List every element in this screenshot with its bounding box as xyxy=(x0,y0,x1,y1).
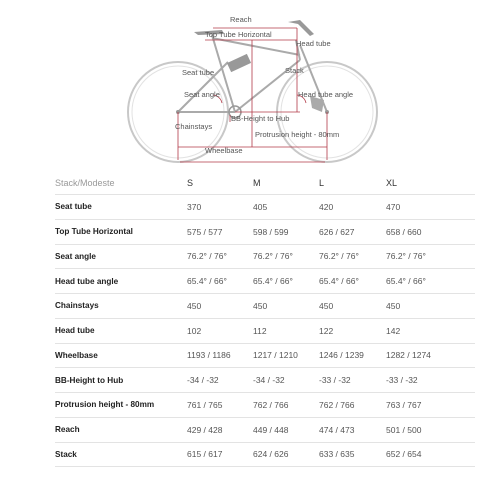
header-size-s: S xyxy=(187,177,194,188)
table-row xyxy=(55,393,475,418)
row-value-s: -34 / -32 xyxy=(187,375,219,386)
bike-geometry-diagram xyxy=(0,0,500,168)
row-value-s: 1193 / 1186 xyxy=(187,350,231,361)
row-label: Top Tube Horizontal xyxy=(55,227,133,237)
row-label: Reach xyxy=(55,425,80,435)
row-value-l: 420 xyxy=(319,201,334,212)
label-seat-angle: Seat angle xyxy=(184,90,220,99)
row-label: Chainstays xyxy=(55,301,99,311)
row-label: Stack xyxy=(55,449,77,459)
rear-shock xyxy=(227,54,251,72)
header-size-m: M xyxy=(253,177,261,188)
row-value-xl: 658 / 660 xyxy=(386,226,422,237)
row-value-s: 102 xyxy=(187,325,202,336)
header-size-l: L xyxy=(319,177,325,188)
label-chainstays: Chainstays xyxy=(175,122,213,131)
row-label: Wheelbase xyxy=(55,350,98,360)
row-label: Head tube angle xyxy=(55,276,119,286)
label-wheelbase: Wheelbase xyxy=(205,146,243,155)
row-value-l: 450 xyxy=(319,300,334,311)
row-value-l: 122 xyxy=(319,325,334,336)
row-value-l: 1246 / 1239 xyxy=(319,350,364,361)
row-value-m: 598 / 599 xyxy=(253,226,289,237)
row-label: Seat angle xyxy=(55,251,96,261)
row-value-m: 624 / 626 xyxy=(253,449,289,460)
row-value-m: 1217 / 1210 xyxy=(253,350,298,361)
row-value-xl: 501 / 500 xyxy=(386,424,422,435)
label-bb-height: BB-Height to Hub xyxy=(231,114,290,123)
table-row xyxy=(55,319,475,344)
row-value-l: 474 / 473 xyxy=(319,424,355,435)
row-value-xl: 76.2° / 76° xyxy=(386,251,426,262)
row-value-s: 575 / 577 xyxy=(187,226,223,237)
row-value-xl: 1282 / 1274 xyxy=(386,350,431,361)
table-row xyxy=(55,195,475,220)
row-value-m: 762 / 766 xyxy=(253,399,289,410)
row-value-s: 450 xyxy=(187,300,202,311)
table-row xyxy=(55,418,475,443)
table-body xyxy=(55,195,475,467)
row-value-s: 76.2° / 76° xyxy=(187,251,227,262)
row-label: BB-Height to Hub xyxy=(55,375,124,385)
row-value-m: 65.4° / 66° xyxy=(253,276,293,287)
row-value-m: 405 xyxy=(253,201,268,212)
row-value-s: 761 / 765 xyxy=(187,399,223,410)
geometry-table xyxy=(55,171,475,467)
header-label: Stack/Modeste xyxy=(55,177,115,188)
label-protrusion: Protrusion height - 80mm xyxy=(255,130,340,139)
row-value-m: 450 xyxy=(253,300,268,311)
row-value-xl: 763 / 767 xyxy=(386,399,422,410)
header-size-xl: XL xyxy=(386,177,398,188)
label-head-tube: Head tube xyxy=(296,39,331,48)
table-row xyxy=(55,269,475,294)
row-label: Head tube xyxy=(55,326,95,336)
row-value-l: 76.2° / 76° xyxy=(319,251,359,262)
row-value-l: -33 / -32 xyxy=(319,375,351,386)
row-value-m: 76.2° / 76° xyxy=(253,251,293,262)
table-row xyxy=(55,368,475,393)
table-row xyxy=(55,245,475,270)
row-value-s: 615 / 617 xyxy=(187,449,223,460)
row-value-s: 370 xyxy=(187,201,202,212)
bike-geometry-svg xyxy=(0,0,500,168)
row-value-xl: -33 / -32 xyxy=(386,375,418,386)
row-value-m: 449 / 448 xyxy=(253,424,289,435)
row-value-l: 633 / 635 xyxy=(319,449,355,460)
row-value-s: 65.4° / 66° xyxy=(187,276,227,287)
label-seat-tube: Seat tube xyxy=(182,68,215,77)
row-value-l: 626 / 627 xyxy=(319,226,355,237)
row-value-l: 762 / 766 xyxy=(319,399,355,410)
row-label: Seat tube xyxy=(55,202,92,212)
table-header-row xyxy=(55,171,475,195)
row-value-l: 65.4° / 66° xyxy=(319,276,359,287)
row-value-xl: 65.4° / 66° xyxy=(386,276,426,287)
table-row xyxy=(55,220,475,245)
label-stack: Stack xyxy=(285,66,304,75)
row-label: Protrusion height - 80mm xyxy=(55,400,155,410)
label-top-tube: Top Tube Horizontal xyxy=(205,30,272,39)
row-value-s: 429 / 428 xyxy=(187,424,223,435)
row-value-m: -34 / -32 xyxy=(253,375,285,386)
row-value-xl: 652 / 654 xyxy=(386,449,422,460)
table-row xyxy=(55,344,475,369)
label-head-tube-angle: Head tube angle xyxy=(298,90,354,99)
label-reach: Reach xyxy=(230,15,252,24)
row-value-xl: 470 xyxy=(386,201,401,212)
row-value-xl: 142 xyxy=(386,325,401,336)
row-value-xl: 450 xyxy=(386,300,401,311)
table-row xyxy=(55,443,475,468)
row-value-m: 112 xyxy=(253,325,267,336)
table-row xyxy=(55,294,475,319)
